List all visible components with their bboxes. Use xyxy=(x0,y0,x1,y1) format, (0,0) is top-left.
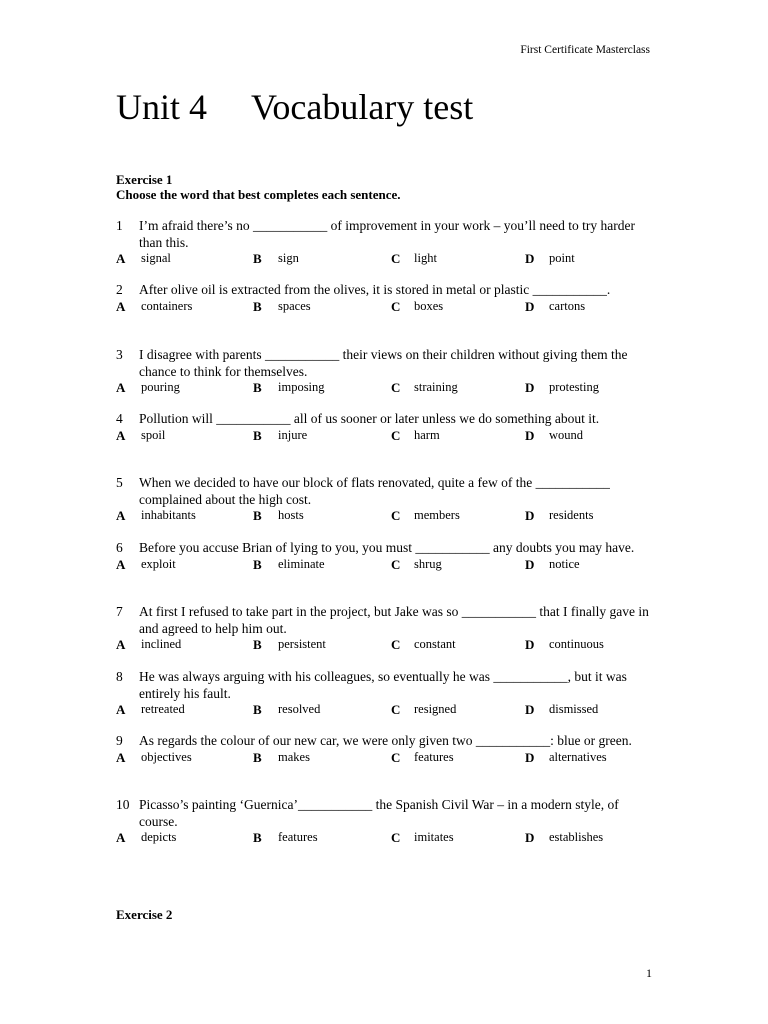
page-title xyxy=(116,86,473,128)
page-number: 1 xyxy=(646,966,652,980)
option-word: light xyxy=(414,251,437,265)
option-word: members xyxy=(414,508,460,522)
option-word: containers xyxy=(141,298,193,313)
option-word: dismissed xyxy=(549,702,599,716)
option-letter: D xyxy=(525,508,535,523)
option-word: notice xyxy=(549,556,580,571)
option-letter: D xyxy=(525,427,535,443)
option-letter: A xyxy=(116,637,126,652)
option-word: establishes xyxy=(549,830,604,844)
answer-options xyxy=(116,508,656,524)
option-letter: A xyxy=(116,380,126,395)
option-letter: C xyxy=(391,380,401,395)
answer-options xyxy=(116,702,656,718)
question xyxy=(116,411,656,444)
option-word: inclined xyxy=(141,637,182,651)
option-word: resigned xyxy=(414,702,457,716)
option-letter: D xyxy=(525,380,535,395)
option-letter: D xyxy=(525,556,535,572)
option-letter: C xyxy=(391,749,401,765)
question-text: I’m afraid there’s no ___________ of improvement in your work – you’ll need to try harder than this. xyxy=(139,218,635,250)
question-text: Pollution will ___________ all of us sooner or later unless we do something about it. xyxy=(139,411,600,426)
option-word: signal xyxy=(141,251,171,265)
question-number: 4 xyxy=(116,411,123,426)
option-letter: B xyxy=(253,702,262,717)
option-letter: C xyxy=(391,251,401,266)
option-letter: C xyxy=(391,830,401,845)
unit-number: Unit 4 xyxy=(116,87,208,127)
option-letter: B xyxy=(253,298,262,314)
option-letter: B xyxy=(253,251,262,266)
header-note: First Certificate Masterclass xyxy=(520,44,650,56)
option-word: persistent xyxy=(278,637,326,651)
exercise-2-heading: Exercise 2 xyxy=(116,907,173,922)
answer-options xyxy=(116,637,656,653)
option-letter: D xyxy=(525,702,535,717)
question-number: 6 xyxy=(116,540,123,555)
option-word: wound xyxy=(549,427,584,442)
option-letter: A xyxy=(116,427,126,443)
question xyxy=(116,218,656,267)
question-text: Before you accuse Brian of lying to you, you must ___________ any doubts you may have. xyxy=(139,540,635,555)
option-word: hosts xyxy=(278,508,304,522)
option-word: spoil xyxy=(141,427,166,442)
exercise-1-instruction: Choose the word that best completes each sentence. xyxy=(116,187,401,202)
option-letter: B xyxy=(253,380,262,395)
option-letter: B xyxy=(253,749,262,765)
question-number: 2 xyxy=(116,282,123,297)
question-text: I disagree with parents ___________ their views on their children without giving them the chance to think for themselves. xyxy=(139,347,628,379)
answer-options xyxy=(116,557,656,573)
option-word: eliminate xyxy=(278,556,325,571)
question-text: At first I refused to take part in the project, but Jake was so ___________ that I finally gave in and agreed to help him out. xyxy=(139,604,649,636)
option-word: constant xyxy=(414,637,456,651)
question-number: 8 xyxy=(116,669,123,684)
option-letter: C xyxy=(391,556,401,572)
question-number: 10 xyxy=(116,797,130,812)
question xyxy=(116,797,656,846)
question-number: 9 xyxy=(116,733,123,748)
option-word: resolved xyxy=(278,702,321,716)
question-text: He was always arguing with his colleagues, so eventually he was ___________, but it was entirely his fault. xyxy=(139,669,627,701)
option-letter: A xyxy=(116,830,126,845)
option-word: features xyxy=(414,749,454,764)
option-word: features xyxy=(278,830,318,844)
option-letter: C xyxy=(391,427,401,443)
question xyxy=(116,669,656,718)
question-text: Picasso’s painting ‘Guernica’___________ the Spanish Civil War – in a modern style, of course. xyxy=(139,797,619,829)
option-letter: B xyxy=(253,508,262,523)
option-letter: A xyxy=(116,702,126,717)
answer-options xyxy=(116,380,656,396)
option-letter: C xyxy=(391,508,401,523)
option-word: exploit xyxy=(141,556,176,571)
option-word: injure xyxy=(278,427,308,442)
question xyxy=(116,347,656,396)
option-word: continuous xyxy=(549,637,604,651)
answer-options xyxy=(116,428,656,444)
question-text: After olive oil is extracted from the olives, it is stored in metal or plastic ___________. xyxy=(139,282,611,297)
option-letter: B xyxy=(253,427,262,443)
exercise-1-heading: Exercise 1 xyxy=(116,172,173,187)
option-letter: B xyxy=(253,830,262,845)
option-letter: A xyxy=(116,749,126,765)
answer-options xyxy=(116,251,656,267)
answer-options xyxy=(116,830,656,846)
option-word: harm xyxy=(414,427,440,442)
option-letter: B xyxy=(253,556,262,572)
option-letter: D xyxy=(525,830,535,845)
option-letter: D xyxy=(525,298,535,314)
option-letter: D xyxy=(525,749,535,765)
question xyxy=(116,282,656,315)
option-word: retreated xyxy=(141,702,185,716)
question-number: 7 xyxy=(116,604,123,619)
option-word: inhabitants xyxy=(141,508,196,522)
option-word: imposing xyxy=(278,380,325,394)
option-word: sign xyxy=(278,251,299,265)
option-word: point xyxy=(549,251,575,265)
option-word: makes xyxy=(278,749,310,764)
option-word: imitates xyxy=(414,830,454,844)
option-letter: D xyxy=(525,251,535,266)
option-word: alternatives xyxy=(549,749,607,764)
question-text: As regards the colour of our new car, we were only given two ___________: blue or green. xyxy=(139,733,632,748)
option-letter: A xyxy=(116,556,126,572)
option-letter: D xyxy=(525,637,535,652)
option-word: boxes xyxy=(414,298,444,313)
answer-options xyxy=(116,299,656,315)
question-text: When we decided to have our block of flats renovated, quite a few of the ___________ complained about the high cost. xyxy=(139,475,610,507)
option-word: pouring xyxy=(141,380,180,394)
option-word: protesting xyxy=(549,380,599,394)
option-letter: A xyxy=(116,251,126,266)
option-word: straining xyxy=(414,380,458,394)
question xyxy=(116,475,656,524)
option-word: cartons xyxy=(549,298,586,313)
option-letter: A xyxy=(116,298,126,314)
option-word: objectives xyxy=(141,749,192,764)
option-letter: C xyxy=(391,637,401,652)
option-letter: C xyxy=(391,298,401,314)
option-word: shrug xyxy=(414,556,442,571)
option-word: depicts xyxy=(141,830,177,844)
question xyxy=(116,604,656,653)
answer-options xyxy=(116,750,656,766)
question-number: 1 xyxy=(116,218,123,233)
title-subject: Vocabulary test xyxy=(251,87,474,127)
option-letter: A xyxy=(116,508,126,523)
question-number: 3 xyxy=(116,347,123,362)
option-word: residents xyxy=(549,508,594,522)
option-word: spaces xyxy=(278,298,311,313)
option-letter: C xyxy=(391,702,401,717)
question xyxy=(116,540,656,573)
question-number: 5 xyxy=(116,475,123,490)
question xyxy=(116,733,656,766)
option-letter: B xyxy=(253,637,262,652)
